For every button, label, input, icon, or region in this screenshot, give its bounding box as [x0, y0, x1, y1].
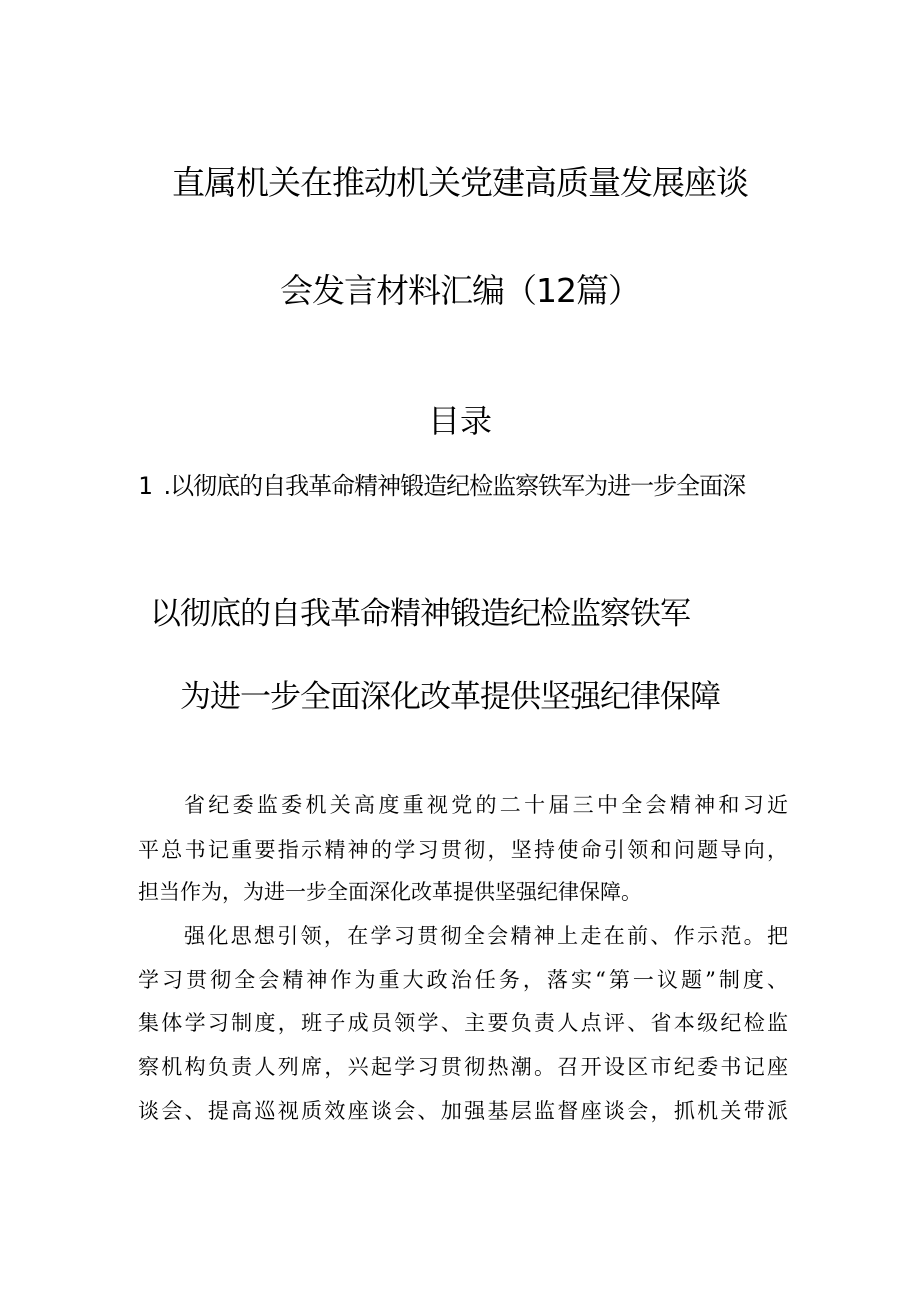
body-line: 谈会、提高巡视质效座谈会、加强基层监督座谈会，抓机关带派 — [138, 1099, 788, 1123]
toc-item-number: 1 — [138, 472, 152, 500]
body-line: 强化思想引领，在学习贯彻全会精神上走在前、作示范。把 — [184, 924, 788, 948]
body-line: 省纪委监委机关高度重视党的二十届三中全会精神和习近 — [184, 793, 788, 817]
body-line: 集体学习制度，班子成员领学、主要负责人点评、省本级纪检监 — [138, 1011, 788, 1035]
document-title-line-1: 直属机关在推动机关党建高质量发展座谈 — [172, 163, 748, 202]
body-line: 学习贯彻全会精神作为重大政治任务，落实“第一议题”制度、 — [138, 968, 788, 992]
body-line: 担当作为，为进一步全面深化改革提供坚强纪律保障。 — [138, 880, 642, 904]
toc-heading: 目录 — [427, 402, 492, 440]
body-line: 察机构负责人列席，兴起学习贯彻热潮。召开设区市纪委书记座 — [138, 1055, 788, 1079]
toc-item-text: .以彻底的自我革命精神锻造纪检监察铁军为进一步全面深 — [163, 472, 746, 500]
article-title-line-1: 以彻底的自我革命精神锻造纪检监察铁军 — [150, 596, 690, 632]
toc-item-1[interactable] — [138, 470, 745, 502]
document-title-line-2: 会发言材料汇编（12篇） — [280, 271, 640, 310]
body-line: 平总书记重要指示精神的学习贯彻，坚持使命引领和问题导向， — [138, 838, 788, 862]
article-title-line-2: 为进一步全面深化改革提供坚强纪律保障 — [180, 679, 720, 715]
